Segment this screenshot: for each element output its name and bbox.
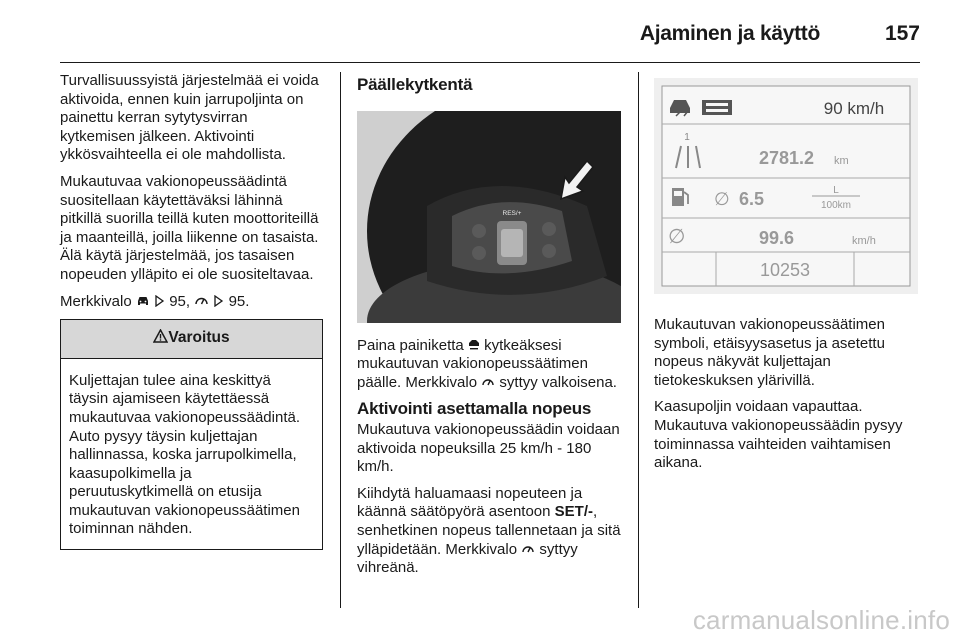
distance-setting-icon xyxy=(702,100,732,115)
warning-icon xyxy=(153,329,168,343)
reference-label: Merkkivalo xyxy=(60,292,132,310)
driver-info-display xyxy=(654,78,918,294)
text-span: kytkeäksesi mukautuvan vakionopeussäätimen päälle. Merkkivalo xyxy=(357,336,588,391)
cruise-control-icon xyxy=(481,376,495,388)
page-reference-icon xyxy=(213,295,224,307)
text-span: syttyy vihreänä. xyxy=(357,540,578,577)
page-title: Ajaminen ja käyttö xyxy=(639,22,820,45)
warning-box xyxy=(60,319,323,550)
set-label: SET/- xyxy=(554,503,593,521)
paragraph: Kaasupoljin voidaan vapauttaa. Mukautuva vakionopeussäädin pysyy toiminnassa vaihteiden vaihtamisen aikana. xyxy=(654,398,903,472)
paragraph: Mukautuva vakionopeussäädin voidaan aktivoida nopeuksilla 25 km/h - 180 km/h. xyxy=(357,420,620,476)
warning-header xyxy=(61,320,322,359)
cruise-control-icon xyxy=(194,295,209,307)
consumption-value: 6.5 xyxy=(739,189,765,209)
steering-wheel-photo xyxy=(357,111,621,323)
consumption-unit-top: L xyxy=(833,185,839,196)
average-symbol: ∅ xyxy=(668,226,686,248)
page-reference-icon xyxy=(154,295,165,307)
odometer-value: 10253 xyxy=(759,260,811,280)
page-number: 157 xyxy=(884,22,920,45)
reference-page: 95, xyxy=(169,292,191,310)
set-speed: 90 km/h xyxy=(823,99,885,118)
section-subheading: Aktivointi asettamalla nopeus xyxy=(357,399,592,419)
photo-label: RES/+ xyxy=(502,209,522,217)
average-speed-value: 99.6 xyxy=(759,228,795,248)
section-heading: Päällekytkentä xyxy=(357,75,473,94)
cruise-control-icon xyxy=(521,543,535,555)
reference-line xyxy=(60,293,326,312)
watermark: carmanualsonline.info xyxy=(692,605,950,635)
gear-indicator: 1 xyxy=(684,132,690,143)
text-span: Paina painiketta xyxy=(357,336,464,354)
text-span: , senhetkinen nopeus tallennetaan ja sitä ylläpidetään. Merkkivalo xyxy=(357,503,621,558)
average-symbol: ∅ xyxy=(714,189,730,209)
range-value: 2781.2 xyxy=(759,148,815,168)
range-unit: km xyxy=(834,155,849,167)
text-span: Kiihdytä haluamaasi nopeuteen ja käännä säätöpyörä asentoon xyxy=(357,484,583,521)
warning-text: Kuljettajan tulee aina keskittyä täysin ajamiseen käytettäessä mukautuvaa vakionopeussäädintä. Auto pysyy täysin kuljettajan hallinnassa, koska jarrupolkimella, kaasupolkimella ja peruutuskytkimellä on etusija mukautuvan vakionopeussäätimen toiminnan nähden. xyxy=(69,371,300,538)
average-speed-unit: km/h xyxy=(852,235,876,247)
adaptive-cruise-button-icon xyxy=(468,339,480,351)
reference-page: 95. xyxy=(228,292,250,310)
paragraph: Mukautuvaa vakionopeussäädintä suositellaan käytettäväksi lähinnä pitkillä suorilla teillä kuten moottoriteillä ja maanteillä, joilla liikenne on tasaista. Älä käytä järjestelmää, jos tasaisen nopeuden ylläpito ei ole suositeltavaa. xyxy=(60,172,319,283)
paragraph xyxy=(357,485,625,578)
car-icon xyxy=(136,295,150,307)
paragraph xyxy=(357,337,625,393)
consumption-unit-bottom: 100km xyxy=(820,200,852,211)
column-divider xyxy=(340,72,341,608)
paragraph: Turvallisuussyistä järjestelmää ei voida aktivoida, ennen kuin jarrupoljinta on painettu kerran sytytysvirran kytkemisen jälkeen. Aktivointi ykkösvaihteella ei ole mahdollista. xyxy=(60,72,319,164)
column-left xyxy=(60,72,326,550)
page-header xyxy=(60,16,920,63)
column-divider xyxy=(638,72,639,608)
warning-title: Varoitus xyxy=(168,329,230,347)
paragraph: Mukautuvan vakionopeussäätimen symboli, etäisyysasetus ja asetettu nopeus näkyvät kuljettajan tietokeskuksen ylärivillä. xyxy=(654,316,885,389)
column-middle xyxy=(357,72,625,586)
column-right xyxy=(654,72,926,481)
text-span: syttyy valkoisena. xyxy=(499,373,617,391)
